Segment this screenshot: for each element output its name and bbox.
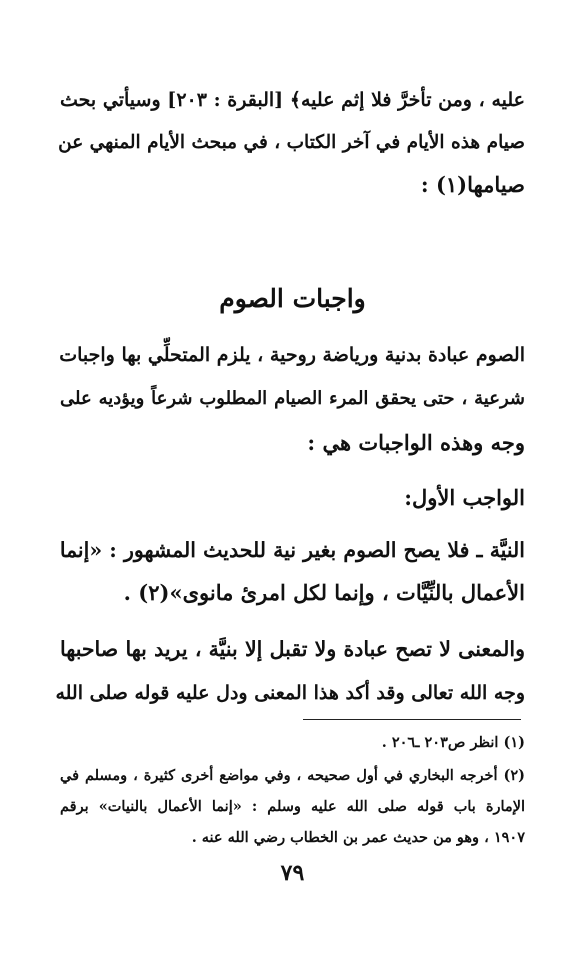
footnote-2-line-2: الإمارة باب قوله صلى الله عليه وسلم : «إنما الأعمال بالنيات» برقم [60,798,525,815]
intro-line-3: صيامها(١) : [420,172,525,197]
section-heading: واجبات الصوم [219,284,366,313]
footnote-2-line-1: (٢) أخرجه البخاري في أول صحيحه ، وفي مواضع أخرى كثيرة ، ومسلم في [60,767,525,784]
para1-line-3: وجه وهذه الواجبات هي : [307,430,525,455]
para2-line-1: النيَّة ـ فلا يصح الصوم بغير نية للحديث المشهور : «إنما [59,538,525,562]
para3-line-1: والمعنى لا تصح عبادة ولا تقبل إلا بنيَّة ، يريد بها صاحبها [60,637,525,661]
footnote-1: (١) انظر ص٢٠٣ ـ٢٠٦ . [381,734,525,751]
para1-line-1: الصوم عبادة بدنية ورياضة روحية ، يلزم المتحلِّي بها واجبات [59,344,525,366]
para2-line-2: الأعمال بالنِّيَّات ، وإنما لكل امرئ مانوى»(٢) . [123,580,525,605]
subheading-first-obligation: الواجب الأول: [404,485,525,510]
footnote-2-line-3: ١٩٠٧ ، وهو من حديث عمر بن الخطاب رضي الله عنه . [191,829,525,846]
intro-line-1: عليه ، ومن تأخرَّ فلا إثم عليه﴾ [البقرة : ٢٠٣] وسيأتي بحث [60,89,526,111]
para1-line-2: شرعية ، حتى يحقق المرء الصيام المطلوب شرعاً ويؤديه على [60,388,525,409]
intro-line-2: صيام هذه الأيام في آخر الكتاب ، في مبحث الأيام المنهي عن [58,132,525,153]
page-number: ٧٩ [280,860,305,886]
para3-line-2: وجه الله تعالى وقد أكد هذا المعنى ودل عليه قوله صلى الله [55,682,525,704]
footnote-separator [303,719,521,720]
